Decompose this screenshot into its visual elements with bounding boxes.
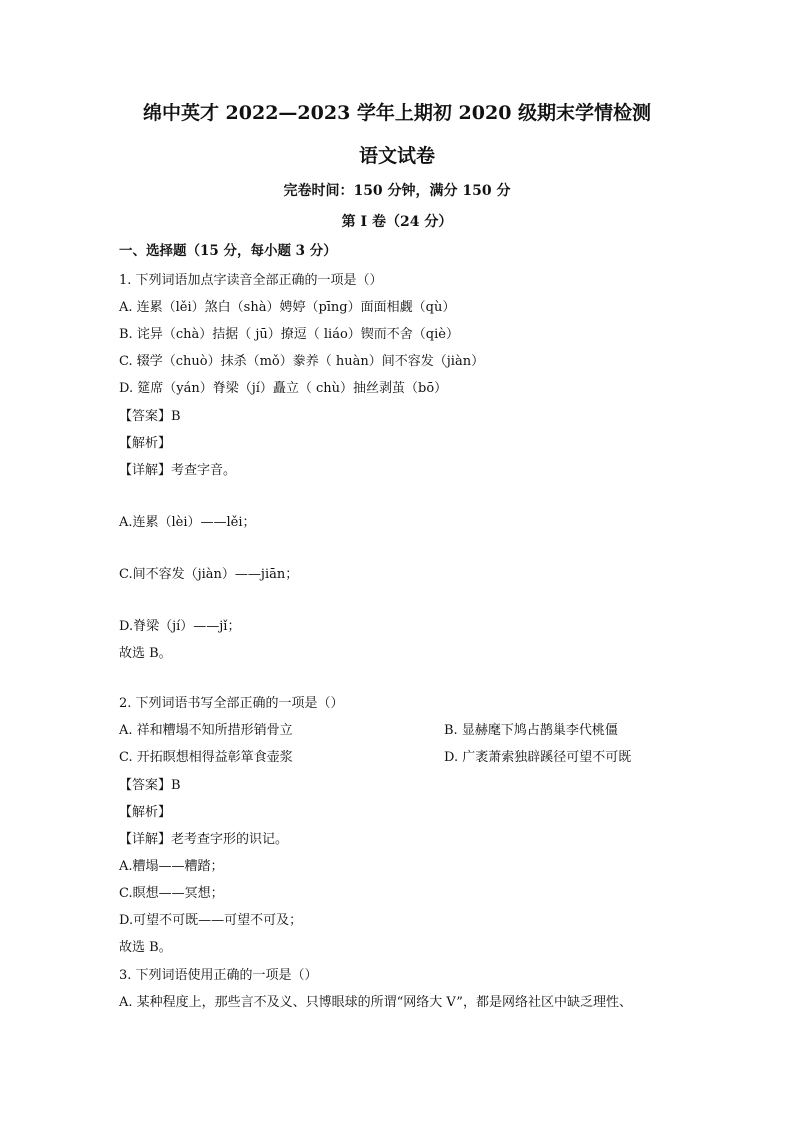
q2-option-a: A. 祥和糟塌不知所措形销骨立 bbox=[119, 723, 293, 738]
part-heading: 第 I 卷（24 分） bbox=[341, 214, 453, 230]
page-title: 绵中英才 2022—2023 学年上期初 2020 级期末学情检测 bbox=[142, 102, 652, 124]
q2-stem: 2. 下列词语书写全部正确的一项是（） bbox=[119, 696, 344, 711]
q1-option-c: C. 辍学（chuò）抹杀（mǒ）豢养（ huàn）间不容发（jiàn） bbox=[119, 354, 485, 369]
q1-option-a: A. 连累（lěi）煞白（shà）娉婷（pīng）面面相觑（qù） bbox=[119, 300, 456, 315]
q3-option-a: A. 某种程度上，那些言不及义、只博眼球的所谓“网络大 V”，都是网络社区中缺乏理性、 bbox=[119, 995, 632, 1010]
q1-explain-c: C.间不容发（jiàn）——jiān； bbox=[119, 567, 299, 582]
exam-info: 完卷时间：150 分钟，满分 150 分 bbox=[283, 183, 511, 199]
q1-stem: 1. 下列词语加点字读音全部正确的一项是（） bbox=[119, 273, 383, 288]
q3-stem: 3. 下列词语使用正确的一项是（） bbox=[119, 968, 318, 983]
q1-explain-a: A.连累（lèi）——lěi； bbox=[119, 515, 256, 530]
q1-conclusion: 故选 B。 bbox=[119, 646, 172, 661]
q2-detail: 【详解】老考查字形的识记。 bbox=[119, 832, 289, 847]
q2-conclusion: 故选 B。 bbox=[119, 940, 172, 955]
q2-analysis: 【解析】 bbox=[119, 805, 172, 820]
q1-option-b: B. 诧异（chà）拮据（ jū）撩逗（ liáo）锲而不舍（qiè） bbox=[119, 327, 459, 342]
section-heading: 一、选择题（15 分，每小题 3 分） bbox=[119, 243, 337, 259]
q2-option-d: D. 广袤萧索独辟蹊径可望不可既 bbox=[444, 750, 632, 765]
q2-explain-d: D.可望不可既——可望不可及； bbox=[119, 913, 303, 928]
q1-answer: 【答案】B bbox=[119, 409, 181, 424]
page-subtitle: 语文试卷 bbox=[358, 145, 435, 167]
q1-explain-d: D.脊梁（jí）——jǐ； bbox=[119, 619, 241, 634]
q2-explain-c: C.瞑想——冥想； bbox=[119, 886, 224, 901]
q1-option-d: D. 筵席（yán）脊梁（jí）矗立（ chù）抽丝剥茧（bō） bbox=[119, 381, 448, 396]
q1-detail: 【详解】考查字音。 bbox=[119, 463, 237, 478]
q2-answer: 【答案】B bbox=[119, 778, 181, 793]
q2-explain-a: A.糟塌——糟踏； bbox=[119, 859, 224, 874]
q2-option-b: B. 显赫麾下鸠占鹊巢李代桃僵 bbox=[444, 723, 618, 738]
q1-analysis: 【解析】 bbox=[119, 436, 172, 451]
q2-option-c: C. 开拓瞑想相得益彰箪食壶浆 bbox=[119, 750, 293, 765]
